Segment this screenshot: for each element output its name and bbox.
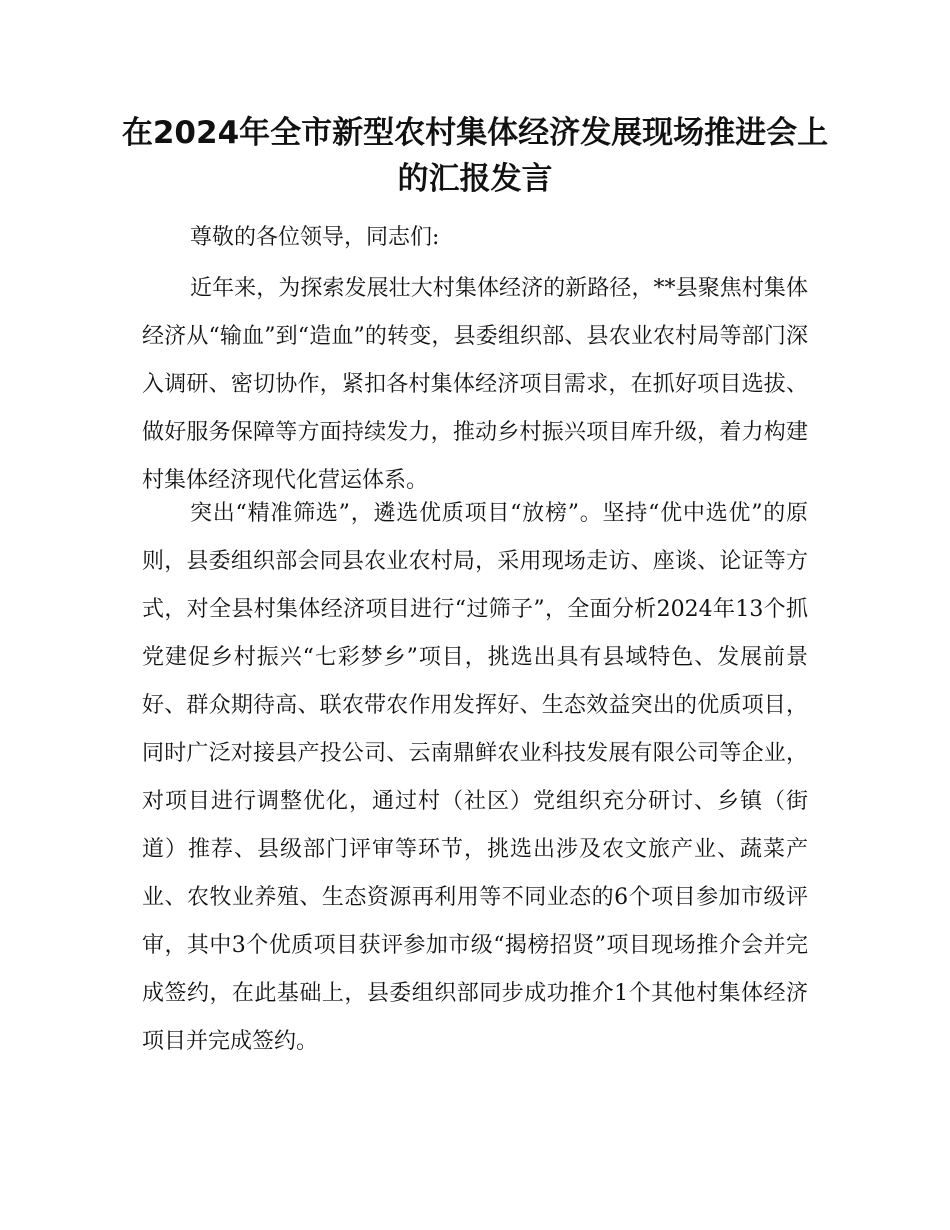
paragraph-intro: 近年来，为探索发展壮大村集体经济的新路径，**县聚焦村集体经济从“输血”到“造血”的转变，县委组织部、县农业农村局等部门深入调研、密切协作，紧扣各村集体经济项目需求，在抓好项目选拔、做好服务保障等方面持续发力，推动乡村振兴项目库升级，着力构建村集体经济现代化营运体系。	[142, 276, 808, 493]
salutation: 尊敬的各位领导，同志们:	[190, 225, 440, 250]
document-title: 在2024年全市新型农村集体经济发展现场推进会上的汇报发言	[121, 115, 829, 197]
paragraph-project-selection: 突出“精准筛选”，遴选优质项目“放榜”。坚持“优中选优”的原则，县委组织部会同县农业农村局，采用现场走访、座谈、论证等方式，对全县村集体经济项目进行“过筛子”，全面分析2024年13个抓党建促乡村振兴“七彩梦乡”项目，挑选出具有县域特色、发展前景好、群众期待高、联农带农作用发挥好、生态效益突出的优质项目，同时广泛对接县产投公司、云南鼎鲜农业科技发展有限公司等企业，对项目进行调整优化，通过村（社区）党组织充分研讨、乡镇（街道）推荐、县级部门评审等环节，挑选出涉及农文旅产业、蔬菜产业、农牧业养殖、生态资源再利用等不同业态的6个项目参加市级评审，其中3个优质项目获评参加市级“揭榜招贤”项目现场推介会并完成签约，在此基础上，县委组织部同步成功推介1个其他村集体经济项目并完成签约。	[142, 501, 808, 1054]
